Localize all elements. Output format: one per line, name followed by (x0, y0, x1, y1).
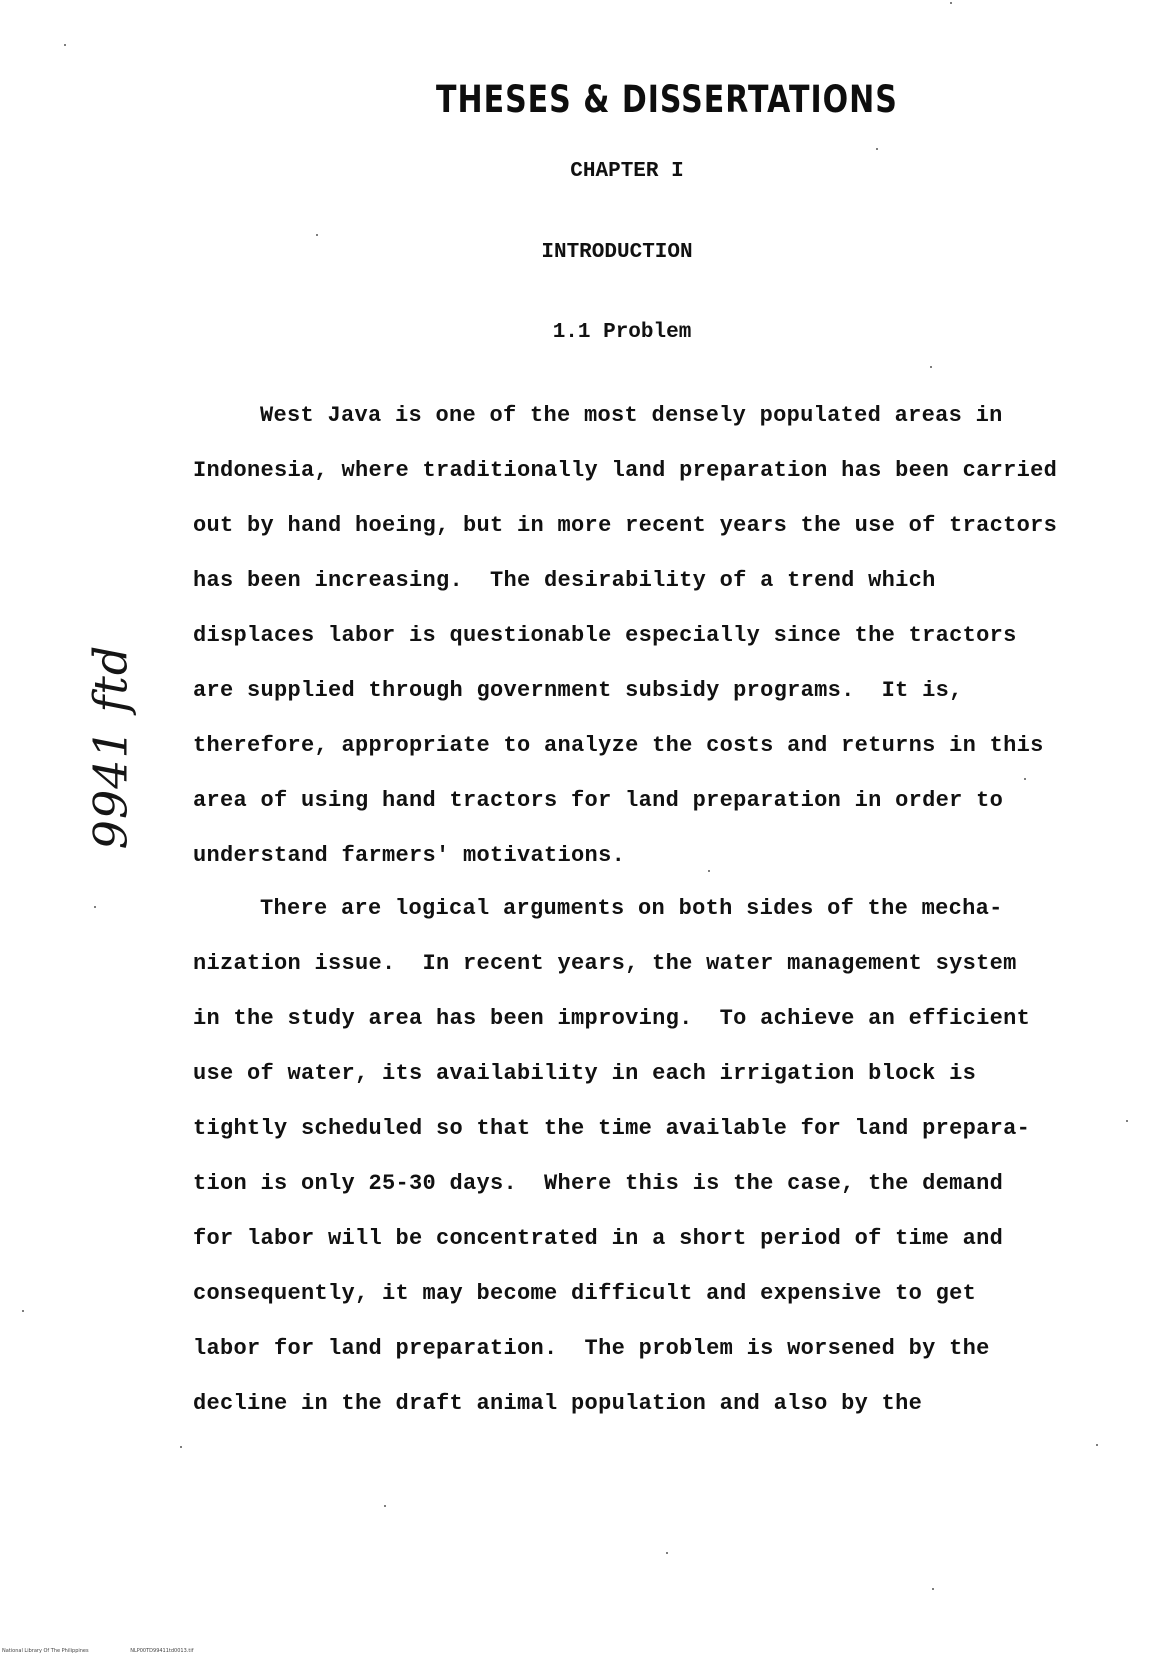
paragraph-1 (193, 388, 1093, 883)
text-line: West Java is one of the most densely populated areas in (260, 403, 1003, 428)
text-line: therefore, appropriate to analyze the costs and returns in this (193, 733, 1044, 758)
text-line: out by hand hoeing, but in more recent years the use of tractors (193, 513, 1058, 538)
text-line: displaces labor is questionable especially since the tractors (193, 623, 1017, 648)
scan-speck (708, 870, 710, 872)
section-heading: 1.1 Problem (552, 321, 692, 344)
scan-speck (666, 1552, 668, 1554)
text-line: consequently, it may become difficult and expensive to get (193, 1281, 977, 1306)
paragraph-2 (193, 881, 1093, 1431)
scan-speck (1024, 778, 1026, 780)
text-line: area of using hand tractors for land preparation in order to (193, 788, 1004, 813)
scan-speck (876, 148, 878, 150)
scan-speck (180, 1446, 182, 1448)
theses-stamp: THESES & DISSERTATIONS (436, 78, 898, 122)
chapter-title: INTRODUCTION (541, 241, 693, 264)
scan-speck (316, 234, 318, 236)
scan-speck (930, 366, 932, 368)
text-line: for labor will be concentrated in a short period of time and (193, 1226, 1004, 1251)
scan-speck (950, 2, 952, 4)
handwritten-call-number: 9941 ftd (83, 644, 138, 850)
scan-speck (94, 906, 96, 908)
text-line: use of water, its availability in each irrigation block is (193, 1061, 977, 1086)
scan-speck (1096, 1444, 1098, 1446)
scan-footer (2, 1648, 233, 1654)
text-line: in the study area has been improving. To achieve an efficient (193, 1006, 1031, 1031)
text-line: There are logical arguments on both sides of the mecha- (260, 896, 1003, 921)
scan-speck (22, 1310, 24, 1312)
text-line: decline in the draft animal population and also by the (193, 1391, 923, 1416)
text-line: tion is only 25-30 days. Where this is the case, the demand (193, 1171, 1004, 1196)
text-line: has been increasing. The desirability of a trend which (193, 568, 936, 593)
chapter-label: CHAPTER I (570, 160, 684, 183)
footer-library: National Library Of The Philippines (2, 1648, 89, 1654)
scan-speck (384, 1505, 386, 1507)
scan-speck (64, 44, 66, 46)
text-line: are supplied through government subsidy programs. It is, (193, 678, 963, 703)
text-line: understand farmers' motivations. (193, 843, 626, 868)
scan-speck (1126, 1120, 1128, 1122)
scan-speck (932, 1588, 934, 1590)
text-line: tightly scheduled so that the time available for land prepara- (193, 1116, 1031, 1141)
text-line: Indonesia, where traditionally land preparation has been carried (193, 458, 1058, 483)
text-line: nization issue. In recent years, the water management system (193, 951, 1017, 976)
footer-filename: NLP00TD99411td0013.tif (130, 1648, 194, 1654)
text-line: labor for land preparation. The problem is worsened by the (193, 1336, 990, 1361)
